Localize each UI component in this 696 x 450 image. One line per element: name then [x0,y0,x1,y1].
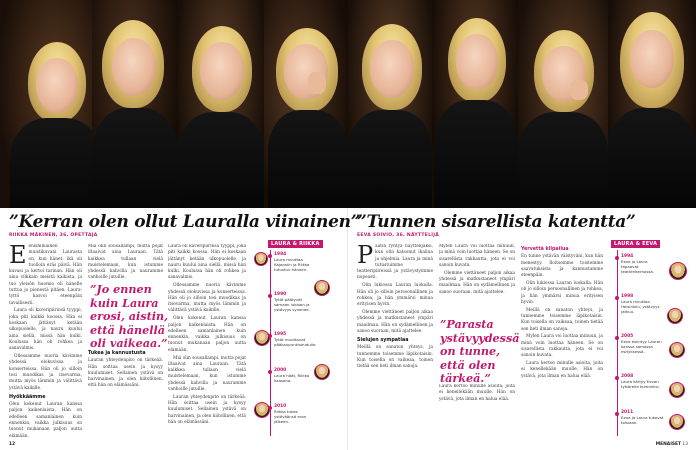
left-column-2-bottom [88,348,163,440]
left-timeline-photo-1 [254,252,268,266]
right-headline: ”Tunnen sisarellista katentta” [357,212,636,232]
left-pull-quote: ”Jo ennen kuin Laura erosi, aistin, että hänellä oli vaikeaa.” [90,282,169,350]
left-body-5: Lauran yhteydenpito on tärkeää. Hän soittaa usein ja kysyy kuulumiset. Sellainen ystävä on harvinainen, ja olen kiitollinen, että hän on elämässäni. [88,358,163,389]
right-page-number: 13 [682,442,688,447]
left-subheading-1: Hyökkäämme [9,394,46,400]
left-column-1 [9,244,82,440]
left-body-3-repeat: Olen kokenut Lauran kanssa paljon kaikenlaista. Hän on edelleen samanlainen kuin ennenkin, vaikka julkisuus on tuonut mukanaan paljon uutta elämään. [168,316,246,353]
right-column-3 [521,244,603,440]
left-headline: ”Kerran olen ollut Lauralla viinainen” [9,212,361,232]
right-timeline [607,238,694,443]
right-dropcap: P [357,244,374,269]
right-pull-quote: ”Parasta ystävyydessä on tunne, että olen tärkeä.” [440,317,520,385]
photo-7 [518,0,608,208]
left-subheading-2: Tukea ja kannustusta [88,351,146,356]
left-column-3 [168,244,246,440]
photo-4 [264,0,348,208]
left-timeline-item-3: 1995 Tytöt muuttavat pääkaupunkiseudulle. [274,332,317,347]
left-timeline-item-4: 2000 Laura häät, Riikka kaasona. [274,368,310,383]
photo-6 [432,0,518,208]
photo-8 [608,0,696,208]
photo-3 [178,0,264,208]
left-body-5-repeat: Lauran yhteydenpito on tärkeää. Hän soittaa usein ja kysyy kuulumiset. Sellainen ystävä on harvinainen, ja olen kiitollinen, että hän on elämässäni. [168,394,246,426]
right-body-2: Olemme viettäneet paljon aikaa yhdessä ja matkustaneet ympäri maailmaa. Hän on sydämellinen ja sanoo suoraan, mitä ajattelee. [357,309,433,334]
right-body-4-repeat: Mylen Laura voi luottaa minuun, ja minä voin luottaa häneen. Se on sisarellista rakkautta, jota ei voi sanoin kuvata. [521,334,603,359]
right-timeline-item-1: 1994 Eeva ja Laura tapaavat teatterikerhossa. [621,254,654,274]
left-timeline-item-1: 1984 Laura muuttaa Kajaaniin ja Riikka tutustuu häneen. [274,252,310,272]
right-timeline-item-3: 2005 Eeva esiintyy Lauran kanssa samassa esityksessä. [621,334,662,354]
right-timeline-photo-5 [669,414,685,430]
right-timeline-item-4: 2008 Laura kärtyy Eevan tyttärelle kummiksi. [621,374,660,389]
photo-strip [0,0,696,208]
right-body-5: En tunne ystävän väistyväni, kun hän menestyy. Iloitsemme toistemme saavutuksista ja kannustamme eteenpäin. [521,254,603,279]
left-timeline [252,238,342,443]
right-timeline-item-2: 1998 Laura muuttaa Helsinkiin, ystävyys jatkuu. [621,294,660,314]
right-body-2-repeat: Olemme viettäneet paljon aikaa yhdessä ja matkustaneet ympäri maailmaa. Hän on sydämellinen ja sanoo suoraan, mitä ajattelee. [439,270,515,295]
right-subheading-2: Yervettä kilpailua [521,247,569,252]
right-byline: EEVA SOIVIO, 36, NÄYTTELIJÄ [357,233,440,238]
left-body-3: Olen kokenut Lauran kanssa paljon kaikenlaista. Hän on edelleen samanlainen kuin ennenkin, vaikka julkisuus on tuonut mukanaan paljon uutta elämään. [9,402,82,439]
right-timeline-photo-1 [669,262,687,280]
right-body-1: Olin lukiossa Lauran luokalla. Hän oli jo silloin persoonallinen ja rohkea, ja hän ymmärsi minua erityisen hyvin. [357,283,433,308]
page-gutter [347,208,348,450]
left-timeline-photo-4 [314,364,330,380]
photo-1 [0,0,92,208]
right-timeline-title: LAURA & EEVA [611,240,660,248]
left-timeline-photo-3 [254,330,270,346]
photo-5 [348,0,432,208]
right-timeline-photo-2 [667,308,683,324]
left-folio [9,442,15,447]
photo-2 [92,0,178,208]
right-intro: äätin ryhtyä näyttelijäksi, kun olin katsonut ihailua ja ohjelmia. Laura ja minä tutustuimme teatteripiireissä ja ystävystyimme nopeasti. [357,244,433,281]
left-timeline-item-5: 2010 Riikka tukee ystäväänsä eron jälkeen. [274,404,307,424]
right-column-2-bottom [439,384,515,440]
right-folio [656,442,688,447]
right-body-3-repeat: Meillä on sanaton yhteys, ja tunnemme toisemme läpikotaisin. Kun toisella on vaikeaa, toinen tietää sen heti ilman sanoja. [521,307,603,332]
left-byline: RIIKKA MÄKINEN, 36, OPETTAJA [9,233,98,238]
left-timeline-title: LAURA & RIIKKA [268,240,323,248]
left-dropcap: E [9,244,27,269]
right-body-6: Laura kertoo minulle asioita, joita ei kenellekään muulle. Hän on ystävä, jota ilman en halua elää. [439,384,515,402]
right-body-4: Mylen Laura voi luottaa minuun, ja minä voin luottaa häneen. Se on sisarellista rakkautta, jota ei voi sanoin kuvata. [439,244,515,268]
left-intro: ensimmäinen muistikuvani Laurasta on, kun hänet, ikä oli tuolloin eräs päivä. Hän kuvasi ja kertoi tarinan. Hän oli aina vilkkain meistä kaikista, ja tuo yleisön huomio oli hänelle tuttua jo pienestä pitäen. Laura-tyttö kasvoi eteenpäin tavallisesti. [9,244,82,306]
left-body-1-repeat: Laura oli kaveripiirinsä tyyppi, joka piti kaikki koossa. Hän ei koskaan jättänyt ketään ulkopuolelle, ja nauru kuului aina siellä, missä hän kulki. Koulussa hän oli rohkea ja sanavalmis. [168,244,246,281]
right-timeline-item-5: 2011 Eeva ja Laura tukevat toisiaan. [621,410,664,425]
right-column-1 [357,244,433,440]
left-page-number: 12 [9,442,16,447]
right-timeline-photo-4 [669,382,685,398]
left-timeline-photo-5 [254,402,270,418]
left-column-2-top [88,244,163,280]
right-magazine-name: MENAISET [655,442,681,447]
left-body-2: Ollessamme nuoria kävimme yhdessä elokuvissa ja konserteissa. Hän oli jo silloin tosi muodikas ja itsevarma, mutta myös lämmin ja välittävä ystävä kaikille. [9,354,82,391]
left-body-1: Laura oli kaveripiirinsä tyyppi, joka piti kaikki koossa. Hän ei koskaan jättänyt ketään ulkopuolelle, ja nauru kuului aina siellä, missä hän kulki. Koulussa hän oli rohkea ja sanavalmis. [9,308,82,352]
right-timeline-photo-3 [669,342,685,358]
right-column-2-top [439,244,515,304]
left-body-4-repeat: Miä olin sousallampi, mutta pojat iltaaivat aina Lauraan. Tätä kaikkea tullaan vielä muistelemaan, kun istumme yhdessä kahvilla ja nauramme vanhoille jutuille. [168,355,246,393]
left-timeline-item-2: 1990 Tytöt päätyvät samaan lukioon ja ystävyys syvenee. [274,292,310,312]
right-body-6-repeat: Laura kertoo minulle asioita, joita ei kenellekään muulle. Hän on ystävä, jota ilman en halua elää. [521,361,603,379]
right-body-3: Meillä on sanaton yhteys, ja tunnemme toisemme läpikotaisin. Kun toisella on vaikeaa, toinen tietää sen heti ilman sanoja. [357,345,433,370]
right-subheading-1: Sielujen sympatiaa [357,338,409,344]
right-body-1-repeat: Olin lukiossa Lauran luokalla. Hän oli jo silloin persoonallinen ja rohkea, ja hän ymmärsi minua erityisen hyvin. [521,280,603,305]
left-body-4: Miä olin sousallampi, mutta pojat iltaaivat aina Lauraan. Tätä kaikkea tullaan vielä muistelemaan, kun istumme yhdessä kahvilla ja nauramme vanhoille jutuille. [88,244,163,280]
left-body-2-repeat: Ollessamme nuoria kävimme yhdessä elokuvissa ja konserteissa. Hän oli jo silloin tosi muodikas ja itsevarma, mutta myös lämmin ja välittävä ystävä kaikille. [168,283,246,314]
